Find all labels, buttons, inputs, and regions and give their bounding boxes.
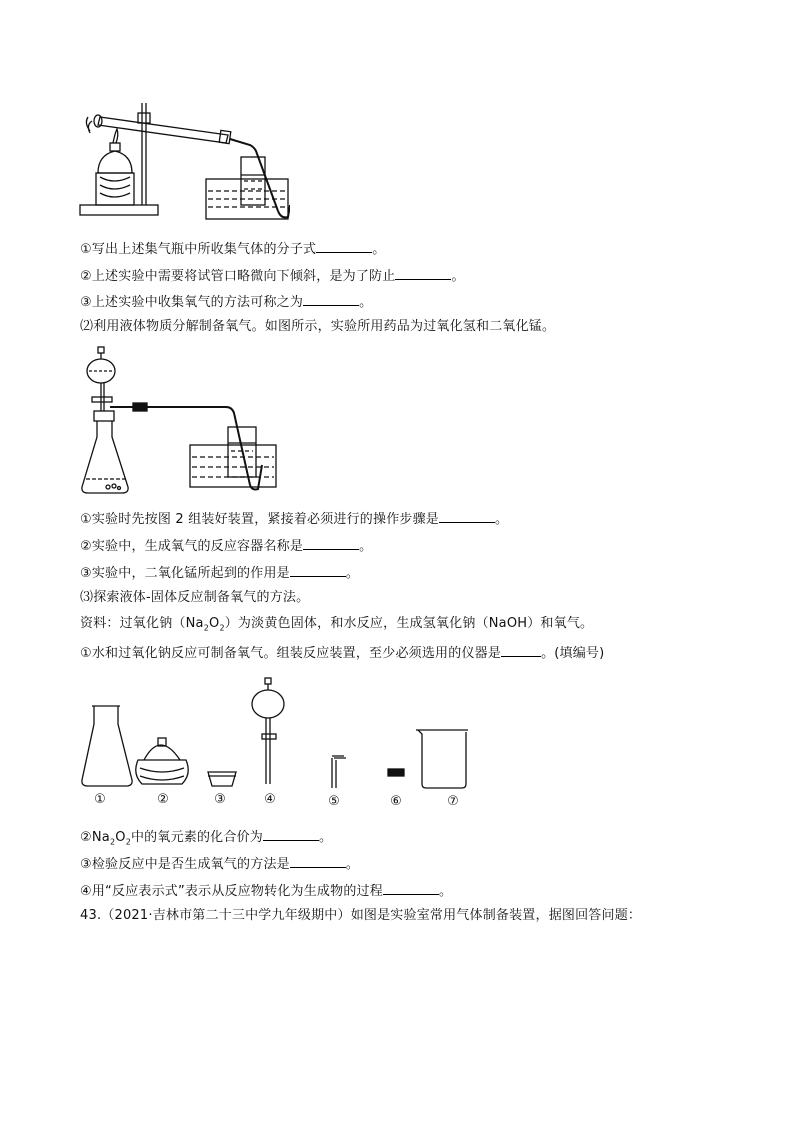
subscript: 2 [219,623,225,633]
answer-blank[interactable] [439,508,495,523]
q3-line1-post: 。(填编号) [541,646,605,661]
instrument-label-6: ⑥ [390,794,402,809]
instruments-drawing [78,676,478,791]
q3-line1-text: ①水和过氧化钠反应可制备氧气。组装反应装置，至少必须选用的仪器是 [80,646,502,661]
subscript: 2 [203,623,209,633]
subscript: 2 [125,837,131,847]
q43-text: 43.（2021·吉林市第二十三中学九年级期中）如图是实验室常用气体制备装置，据图回答问题： [80,908,642,923]
heating-apparatus-drawing [78,95,290,220]
q3-info-suffix: ）为淡黄色固体，和水反应，生成氢氧化钠（NaOH）和氧气。 [224,616,594,631]
instrument-label-5: ⑤ [328,794,340,809]
q3-line2 [80,826,332,852]
q2-line3 [80,562,359,583]
q3-info-mid: O [209,616,220,631]
period: 。 [438,884,453,899]
q3-title-text: ⑶探索液体-固体反应制备氧气的方法。 [80,590,310,605]
q1-line1-text: ①写出上述集气瓶中所收集气体的分子式 [80,242,317,257]
instrument-label-7: ⑦ [447,794,459,809]
q1-line3-text: ③上述实验中收集氧气的方法可称之为 [80,295,304,310]
q3-title [80,589,309,607]
q2-line2 [80,535,372,556]
period: 。 [319,830,333,845]
q3-line2-text: 中的氧元素的化合价为 [130,830,263,845]
q2-line1-text: ①实验时先按图 2 组装好装置，紧接着必须进行的操作步骤是 [80,512,439,527]
q3-line4-text: ④用“反应表示式”表示从反应物转化为生成物的过程 [80,884,383,899]
period: 。 [495,512,509,527]
figure-flask-apparatus [78,345,278,500]
q3-line3-text: ③检验反应中是否生成氧气的方法是 [80,857,290,872]
q2-title [80,318,555,336]
answer-blank[interactable] [303,535,359,550]
figure-heating-apparatus [78,95,290,220]
q3-info [80,615,593,638]
answer-blank[interactable] [383,880,439,895]
q43-heading [80,907,641,925]
subscript: 2 [109,837,116,847]
instrument-label-4: ④ [264,792,276,807]
q1-line2 [80,265,465,286]
period: 。 [345,566,360,581]
q3-line4 [80,880,452,901]
answer-blank[interactable] [290,853,346,868]
period: 。 [359,295,373,310]
q3-line1 [80,642,604,663]
q3-line3 [80,853,359,874]
q3-info-prefix: 资料：过氧化钠（Na [80,616,204,631]
answer-blank[interactable] [290,562,346,577]
instrument-label-3: ③ [214,792,226,807]
answer-blank[interactable] [316,238,372,253]
q2-title-text: ⑵利用液体物质分解制备氧气。如图所示，实验所用药品为过氧化氢和二氧化锰。 [80,319,556,334]
q2-line3-text: ③实验中，二氧化锰所起到的作用是 [80,566,290,581]
q1-line3 [80,291,372,312]
period: 。 [359,539,373,554]
answer-blank[interactable] [263,826,319,841]
answer-blank[interactable] [395,265,451,280]
q1-line1 [80,238,385,259]
q3-line2-pre: ②Na [80,830,110,845]
q3-line2-mid: O [115,830,126,845]
period: 。 [345,857,360,872]
instrument-label-2: ② [157,792,169,807]
instrument-label-1: ① [94,792,106,807]
flask-apparatus-drawing [78,345,278,500]
q1-line2-text: ②上述实验中需要将试管口略微向下倾斜，是为了防止 [80,269,396,284]
figure-instruments [78,676,478,791]
period: 。 [451,269,465,284]
answer-blank[interactable] [303,291,359,306]
answer-blank[interactable] [501,642,541,657]
q2-line2-text: ②实验中，生成氧气的反应容器名称是 [80,539,304,554]
q2-line1 [80,508,508,529]
period: 。 [372,242,386,257]
